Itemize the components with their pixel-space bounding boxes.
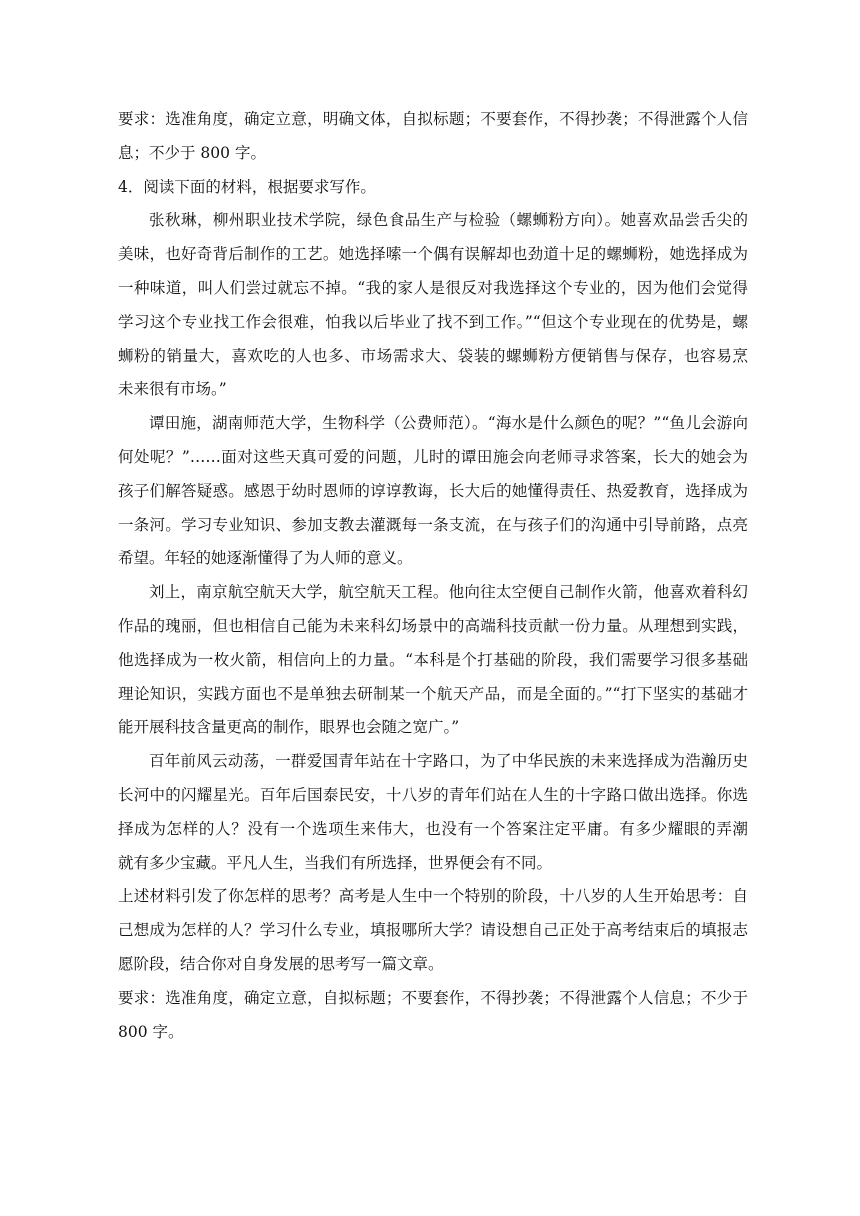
paragraph-2-line-1: 谭田施，湖南师范大学，生物科学（公费师范）。“海水是什么颜色的呢？”“鱼儿会游向 (149, 414, 748, 433)
question-4-heading: 4．阅读下面的材料，根据要求写作。 (118, 177, 376, 196)
final-requirement-line-1: 要求：选准角度，确定立意，自拟标题；不要套作，不得抄袭；不得泄露个人信息；不少于 (118, 988, 748, 1007)
paragraph-3-line-5: 能开展科技含量更高的制作，眼界也会随之宽广。” (118, 718, 460, 737)
paragraph-3-line-1: 刘上，南京航空航天大学，航空航天工程。他向往太空便自己制作火箭，他喜欢着科幻 (149, 583, 748, 602)
paragraph-4-line-1: 百年前风云动荡，一群爱国青年站在十字路口，为了中华民族的未来选择成为浩瀚历史 (149, 752, 748, 771)
paragraph-3-line-2: 作品的瑰丽，但也相信自己能为未来科幻场景中的高端科技贡献一份力量。从理想到实践， (118, 616, 748, 635)
paragraph-4-line-2: 长河中的闪耀星光。百年后国泰民安，十八岁的青年们站在人生的十字路口做出选择。你选 (118, 785, 748, 804)
prompt-line-1: 上述材料引发了你怎样的思考？高考是人生中一个特别的阶段，十八岁的人生开始思考：自 (118, 887, 748, 906)
paragraph-3-line-4: 理论知识，实践方面也不是单独去研制某一个航天产品，而是全面的。”“打下坚实的基础才 (118, 684, 748, 703)
paragraph-2-line-3: 孩子们解答疑惑。感恩于幼时恩师的谆谆教诲，长大后的她懂得责任、热爱教育，选择成为 (118, 481, 748, 500)
paragraph-2-line-2: 何处呢？”……面对这些天真可爱的问题，儿时的谭田施会向老师寻求答案，长大的她会为 (118, 447, 748, 466)
paragraph-4-line-4: 就有多少宝藏。平凡人生，当我们有所选择，世界便会有不同。 (118, 853, 553, 872)
prompt-line-2: 己想成为怎样的人？学习什么专业，填报哪所大学？请设想自己正处于高考结束后的填报志 (118, 921, 748, 940)
paragraph-3-line-3: 他选择成为一枚火箭，相信向上的力量。“本科是个打基础的阶段，我们需要学习很多基础 (118, 650, 748, 669)
paragraph-2-line-5: 希望。年轻的她逐渐懂得了为人师的意义。 (118, 549, 413, 568)
requirement-line-2: 息；不少于 800 字。 (118, 143, 266, 162)
paragraph-1-line-1: 张秋琳，柳州职业技术学院，绿色食品生产与检验（螺蛳粉方向）。她喜欢品尝舌尖的 (149, 211, 748, 230)
paragraph-2-line-4: 一条河。学习专业知识、参加支教去灌溉每一条支流，在与孩子们的沟通中引导前路，点亮 (118, 515, 748, 534)
paragraph-1-line-5: 蛳粉的销量大，喜欢吃的人也多、市场需求大、袋装的螺蛳粉方便销售与保存，也容易烹 (118, 346, 748, 365)
document-page (118, 103, 748, 1049)
paragraph-4-line-3: 择成为怎样的人？没有一个选项生来伟大，也没有一个答案注定平庸。有多少耀眼的弄潮 (118, 819, 748, 838)
prompt-line-3: 愿阶段，结合你对自身发展的思考写一篇文章。 (118, 954, 444, 973)
paragraph-1-line-6: 未来很有市场。” (118, 380, 227, 399)
final-requirement-line-2: 800 字。 (118, 1022, 184, 1041)
paragraph-1-line-3: 一种味道，叫人们尝过就忘不掉。“我的家人是很反对我选择这个专业的，因为他们会觉得 (118, 278, 748, 297)
paragraph-1-line-4: 学习这个专业找工作会很难，怕我以后毕业了找不到工作。”“但这个专业现在的优势是，螺 (118, 312, 748, 331)
paragraph-1-line-2: 美味，也好奇背后制作的工艺。她选择嗦一个偶有误解却也劲道十足的螺蛳粉，她选择成为 (118, 245, 748, 264)
requirement-line-1: 要求：选准角度，确定立意，明确文体，自拟标题；不要套作，不得抄袭；不得泄露个人信 (118, 110, 748, 128)
